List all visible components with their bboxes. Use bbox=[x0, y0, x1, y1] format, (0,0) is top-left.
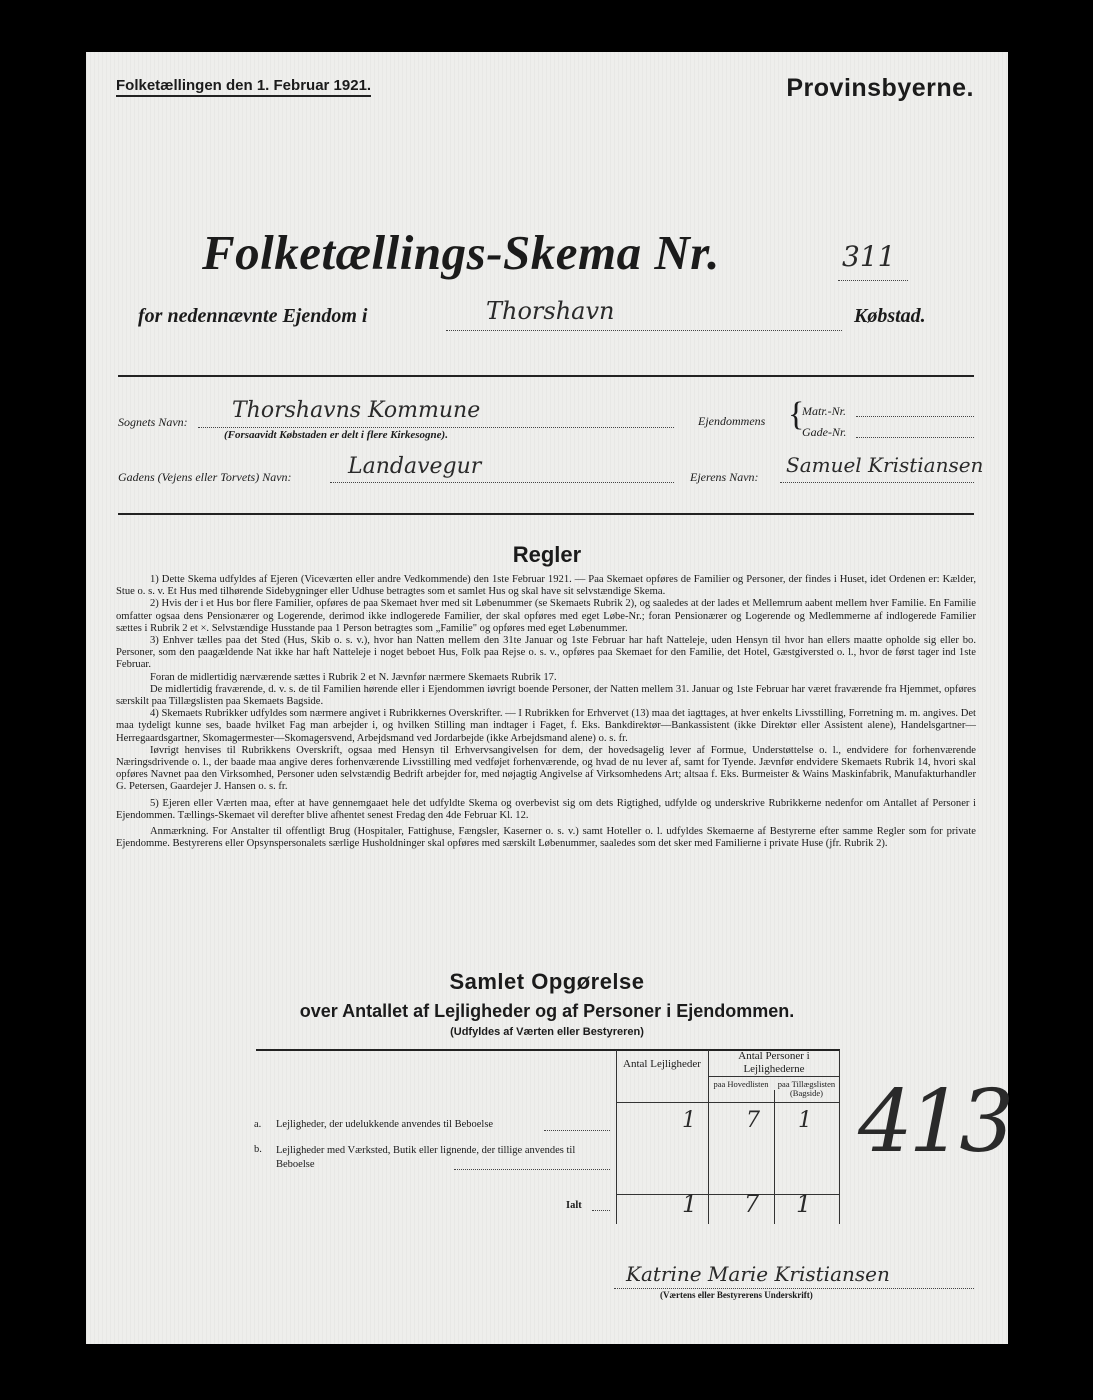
rules-text bbox=[116, 574, 976, 850]
rule-paragraph: 4) Skemaets Rubrikker udfyldes som nærmere angivet i Rubrikkernes Overskrifter. — I Rubrikken for Erhvervet (13) maa det iagttages, at hver enkelts Livsstilling, Forretning m. m. angives. Det maa tydeligt kunne ses, baade hvilket Fag man arbejder i, og hvilken Stilling man indtager i Faget, f. Eks. Bankdirektør—Bankassistent (ikke Direktør eller Assistent alene), Handelsgartner—Herregaardsgartner, Skomagermester—Skomagersvend, Arbejdsmand ved Jordarbejde (ikke Arbejdsmand alene) o. s. fr. bbox=[116, 708, 976, 744]
rule-paragraph: 2) Hvis der i et Hus bor flere Familier, opføres de paa Skemaet hver med sit Løbenummer (se Skemaets Rubrik 2), og saaledes at der lades et Mellemrum aabent mellem hver Familie. En Familie omfatter ogsaa dens Pensionærer og Logerende, derimod ikke indlogerede Familier, der skal opføres med eget Løbe-Nr.; foran Pensionærer og Logerende og Medlemmerne af indlogerede Familier sættes i Rubrik 2 et ×. Selvstændige Husstande paa 1 Person betragtes som „Familie" og opføres med eget Løbenummer. bbox=[116, 598, 976, 634]
owner-line bbox=[780, 482, 974, 483]
rule-paragraph: Foran de midlertidig nærværende sættes i Rubrik 2 et N. Jævnfør nærmere Skemaets Rubrik 17. bbox=[150, 671, 557, 683]
parish-line bbox=[198, 427, 674, 428]
census-date-header: Folketællingen den 1. Februar 1921. bbox=[116, 77, 371, 97]
total-label: Ialt bbox=[566, 1200, 582, 1211]
total-main-list: 7 bbox=[744, 1190, 760, 1218]
row-a-key: a. bbox=[254, 1119, 262, 1130]
gade-nr-label: Gade-Nr. bbox=[802, 425, 847, 439]
table-col-divider bbox=[708, 1050, 709, 1198]
town-name: Thorshavn bbox=[486, 297, 615, 325]
table-col-divider bbox=[616, 1194, 617, 1224]
divider-top bbox=[118, 375, 974, 377]
matr-line bbox=[856, 416, 974, 417]
table-header-divider bbox=[708, 1076, 839, 1077]
col-header-persons: Antal Personer i Lejlighederne bbox=[738, 1050, 810, 1075]
total-leader bbox=[592, 1210, 610, 1211]
census-form-sheet bbox=[86, 52, 1011, 1344]
col-header-main-list: paa Hovedlisten bbox=[713, 1079, 769, 1089]
parish-label: Sognets Navn: bbox=[118, 415, 188, 429]
table-right-border bbox=[839, 1050, 840, 1198]
brace-glyph: { bbox=[788, 396, 805, 433]
rule-paragraph: 1) Dette Skema udfyldes af Ejeren (Viceværten eller andre Vedkommende) den 1ste Februar 1921. — Paa Skemaet opføres de Familier og Personer, der findes i Huset, idet Ordenen er: Kælder, Stue o. s. v. Et Hus med tilhørende Sidebygninger eller Udhuse betragtes som et samlet Hus og skal have sit selvstændige Skema. bbox=[116, 574, 976, 598]
col-header-supplement-list: paa Tillægslisten (Bagside) bbox=[777, 1079, 836, 1098]
row-b-key: b. bbox=[254, 1144, 262, 1155]
row-a-main-list: 7 bbox=[746, 1108, 760, 1133]
table-right-border bbox=[839, 1194, 840, 1224]
col-header-apartments: Antal Lejligheder bbox=[623, 1058, 701, 1070]
parish-name: Thorshavns Kommune bbox=[232, 398, 481, 423]
row-a-apartments: 1 bbox=[682, 1108, 696, 1133]
property-prefix: for nedennævnte Ejendom i bbox=[138, 305, 368, 327]
rule-paragraph: Iøvrigt henvises til Rubrikkens Overskrift, ogsaa med Hensyn til Erhvervsangivelsen for dem, der hovedsagelig lever af Formue, Understøttelse o. l., endvidere for forhenværende Næringsdrivende o. l., der baade maa angive deres forhenværende Livsstilling med vedføjet forhenværende, og hvad de nu lever af, samt for Tyende. Jævnfør endvidere Skemaets Rubrik 14, hvori skal opføres Navnet paa den Virksomhed, Personer uden selvstændig Bedrift arbejder for, med nøjagtig Angivelse af Virksomhedens Art; altsaa f. Eks. Burmeister & Wains Maskinfabrik, Manufakturhandler G. Petersen, Gaardejer J. Hansen o. s. fr. bbox=[116, 744, 976, 793]
form-number: 311 bbox=[842, 240, 896, 273]
row-a-leader bbox=[544, 1130, 610, 1131]
table-header-bottom bbox=[616, 1102, 839, 1103]
rule-paragraph: 5) Ejeren eller Værten maa, efter at have gennemgaaet hele det udfyldte Skema og overbevist sig om dets Rigtighed, udfylde og underskrive Rubrikkerne nedenfor om Antallet af Personer i Ejendommen. Tællings-Skemaet vil derefter blive afhentet senest Fredag den 4de Februar Kl. 12. bbox=[116, 797, 976, 821]
owner-name: Samuel Kristiansen bbox=[786, 453, 984, 477]
signature: Katrine Marie Kristiansen bbox=[626, 1262, 890, 1286]
street-name: Landavegur bbox=[348, 454, 482, 479]
row-b-leader bbox=[454, 1169, 610, 1170]
rule-paragraph: De midlertidig fraværende, d. v. s. de til Familien hørende eller i Ejendommen iøvrigt boende Personer, der Natten mellem 31. Januar og 1ste Februar har været fraværende fra Hjemmet, opføres særskilt paa Tillægslisten paa Skemaets Bagside. bbox=[116, 683, 976, 708]
table-col-divider bbox=[774, 1090, 775, 1198]
divider-middle bbox=[118, 513, 974, 515]
form-number-line bbox=[838, 280, 908, 281]
street-label: Gadens (Vejens eller Torvets) Navn: bbox=[118, 470, 292, 484]
parish-note: (Forsaavidt Købstaden er delt i flere Kirkesogne). bbox=[224, 429, 448, 441]
province-header: Provinsbyerne. bbox=[786, 74, 974, 102]
table-col-divider bbox=[616, 1050, 617, 1198]
summary-subtitle: over Antallet af Lejligheder og af Personer i Ejendommen. bbox=[299, 1001, 795, 1021]
margin-total-number: 413 bbox=[858, 1072, 1011, 1172]
row-b-label: Lejligheder med Værksted, Butik eller lignende, der tillige anvendes til Beboelse bbox=[276, 1145, 576, 1170]
signature-line bbox=[614, 1288, 974, 1289]
property-suffix: Købstad. bbox=[854, 305, 926, 327]
table-col-divider bbox=[774, 1194, 775, 1224]
row-a-supplement: 1 bbox=[798, 1108, 812, 1133]
owner-label: Ejerens Navn: bbox=[690, 470, 759, 484]
row-a-label: Lejligheder, der udelukkende anvendes til Beboelse bbox=[276, 1119, 494, 1130]
town-line bbox=[446, 330, 842, 331]
signature-caption: (Værtens eller Bestyrerens Underskrift) bbox=[660, 1290, 813, 1300]
rule-paragraph: 3) Enhver tælles paa det Sted (Hus, Skib o. s. v.), hvor han Natten mellem den 31te Januar og 1ste Februar har haft Natteleje, uden Hensyn til hvor han ellers maatte opholde sig eller bo. Personer, som den paagældende Nat ikke har haft Natteleje i noget beboet Hus, Folk paa Rejse o. s. v., opføres paa Skemaet for den Familie, det Hotel, Gæstgiversted o. l., hvor de først tager ind 1ste Februar. bbox=[116, 635, 976, 671]
gade-nr-line bbox=[856, 437, 974, 438]
rule-paragraph: Anmærkning. For Anstalter til offentligt Brug (Hospitaler, Fattighuse, Fængsler, Kaserner o. s. v.) samt Hoteller o. l. udfyldes Skemaerne af Bestyrerne efter samme Regler som for private Ejendomme. Bestyrerens eller Opsynspersonalets særlige Husholdninger skal opføres med særskilt Løbenummer, saaledes som det sker med Familierne i private Huse (jfr. Rubrik 2). bbox=[116, 826, 976, 850]
form-title: Folketællings-Skema Nr. bbox=[202, 225, 720, 280]
total-supplement: 1 bbox=[796, 1190, 812, 1218]
total-apartments: 1 bbox=[682, 1190, 698, 1218]
summary-title: Samlet Opgørelse bbox=[449, 969, 645, 994]
rules-heading: Regler bbox=[512, 542, 582, 567]
matr-label: Matr.-Nr. bbox=[802, 404, 847, 418]
table-col-divider bbox=[708, 1194, 709, 1224]
property-label: Ejendommens bbox=[698, 414, 766, 428]
street-line bbox=[330, 482, 674, 483]
summary-note: (Udfyldes af Værten eller Bestyreren) bbox=[450, 1026, 644, 1038]
